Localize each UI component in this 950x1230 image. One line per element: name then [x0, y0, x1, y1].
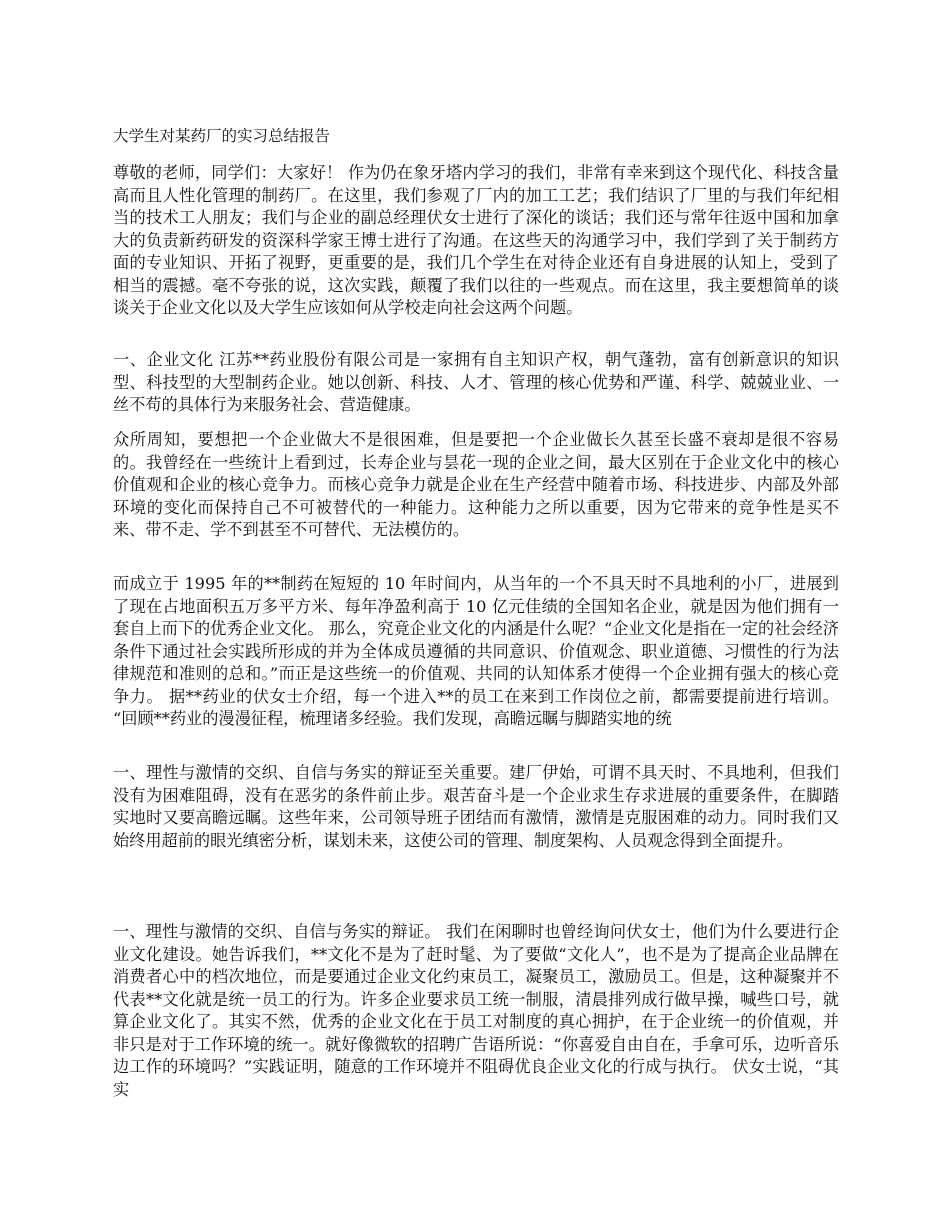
- paragraph-rationality-passion: 一、理性与激情的交织、自信与务实的辩证至关重要。建厂伊始，可谓不具天时、不具地利，但我们没有为困难阻碍，没有在恶劣的条件前止步。艰苦奋斗是一个企业求生存求进展的重要条件，在脚踏实地时又要高瞻远瞩。这些年来，公司领导班子团结而有激情，激情是克服困难的动力。同时我们又始终用超前的眼光缜密分析，谋划未来，这使公司的管理、制度架构、人员观念得到全面提升。: [113, 763, 839, 850]
- paragraph-company-history: 而成立于 1995 年的**制药在短短的 10 年时间内，从当年的一个不具天时不具地利的小厂，进展到了现在占地面积五万多平方米、每年净盈利高于 10 亿元佳绩的全国知名企业，就是因为他们拥有一套自上而下的优秀企业文化。 那么，究竟企业文化的内涵是什么呢？“企业文化是指在一定的社会经济条件下通过社会实践所形成的并为全体成员遵循的共同意识、价值观念、职业道德、习惯性的行为法律规范和准则的总和。”而正是这些统一的价值观、共同的认知体系才使得一个企业拥有强大的核心竞争力。 据**药业的伏女士介绍，每一个进入**的员工在来到工作岗位之前，都需要提前进行培训。 “回顾**药业的漫漫征程，梳理诸多经验。我们发现，高瞻远瞩与脚踏实地的统: [113, 574, 839, 728]
- paragraph-opening: 尊敬的老师，同学们：大家好！ 作为仍在象牙塔内学习的我们，非常有幸来到这个现代化、科技含量高而且人性化管理的制药厂。在这里，我们参观了厂内的加工工艺；我们结识了厂里的与我们年纪相当的技术工人朋友；我们与企业的副总经理伏女士进行了深化的谈话；我们还与常年往返中国和加拿大的负责新药研发的资深科学家王博士进行了沟通。在这些天的沟通学习中，我们学到了关于制药方面的专业知识、开拓了视野，更重要的是，我们几个学生在对待企业还有自身进展的认知上，受到了相当的震撼。毫不夸张的说，这次实践，颠覆了我们以往的一些观点。而在这里，我主要想简单的谈谈关于企业文化以及大学生应该如何从学校走向社会这两个问题。: [113, 163, 839, 317]
- paragraph-corporate-culture-intro: 一、企业文化 江苏**药业股份有限公司是一家拥有自主知识产权，朝气蓬勃，富有创新意识的知识型、科技型的大型制药企业。她以创新、科技、人才、管理的核心优势和严谨、科学、兢兢业业、一丝不苟的具体行为来服务社会、营造健康。: [113, 350, 839, 414]
- paragraph-culture-building: 一、理性与激情的交织、自信与务实的辩证。 我们在闲聊时也曾经询问伏女士，他们为什么要进行企业文化建设。她告诉我们，**文化不是为了赶时髦、为了要做“文化人”，也不是为了提高企业品牌在消费者心中的档次地位，而是要通过企业文化约束员工，凝聚员工，激励员工。但是，这种凝聚并不代表**文化就是统一员工的行为。许多企业要求员工统一制服，清晨排列成行做早操，喊些口号，就算企业文化了。其实不然，优秀的企业文化在于员工对制度的真心拥护，在于企业统一的价值观，并非只是对于工作环境的统一。就好像微软的招聘广告语所说：“你喜爱自由自在，手拿可乐，边听音乐边工作的环境吗？”实践证明，随意的工作环境并不阻碍优良企业文化的行成与执行。 伏女士说，“其实: [113, 922, 839, 1099]
- paragraph-core-competitiveness: 众所周知，要想把一个企业做大不是很困难，但是要把一个企业做长久甚至长盛不衰却是很不容易的。我曾经在一些统计上看到过，长寿企业与昙花一现的企业之间，最大区别在于企业文化中的核心价值观和企业的核心竞争力。而核心竞争力就是企业在生产经营中随着市场、科技进步、内部及外部环境的变化而保持自己不可被替代的一种能力。这种能力之所以重要，因为它带来的竞争性是买不来、带不走、学不到甚至不可替代、无法模仿的。: [113, 430, 839, 539]
- document-title: 大学生对某药厂的实习总结报告: [113, 127, 331, 145]
